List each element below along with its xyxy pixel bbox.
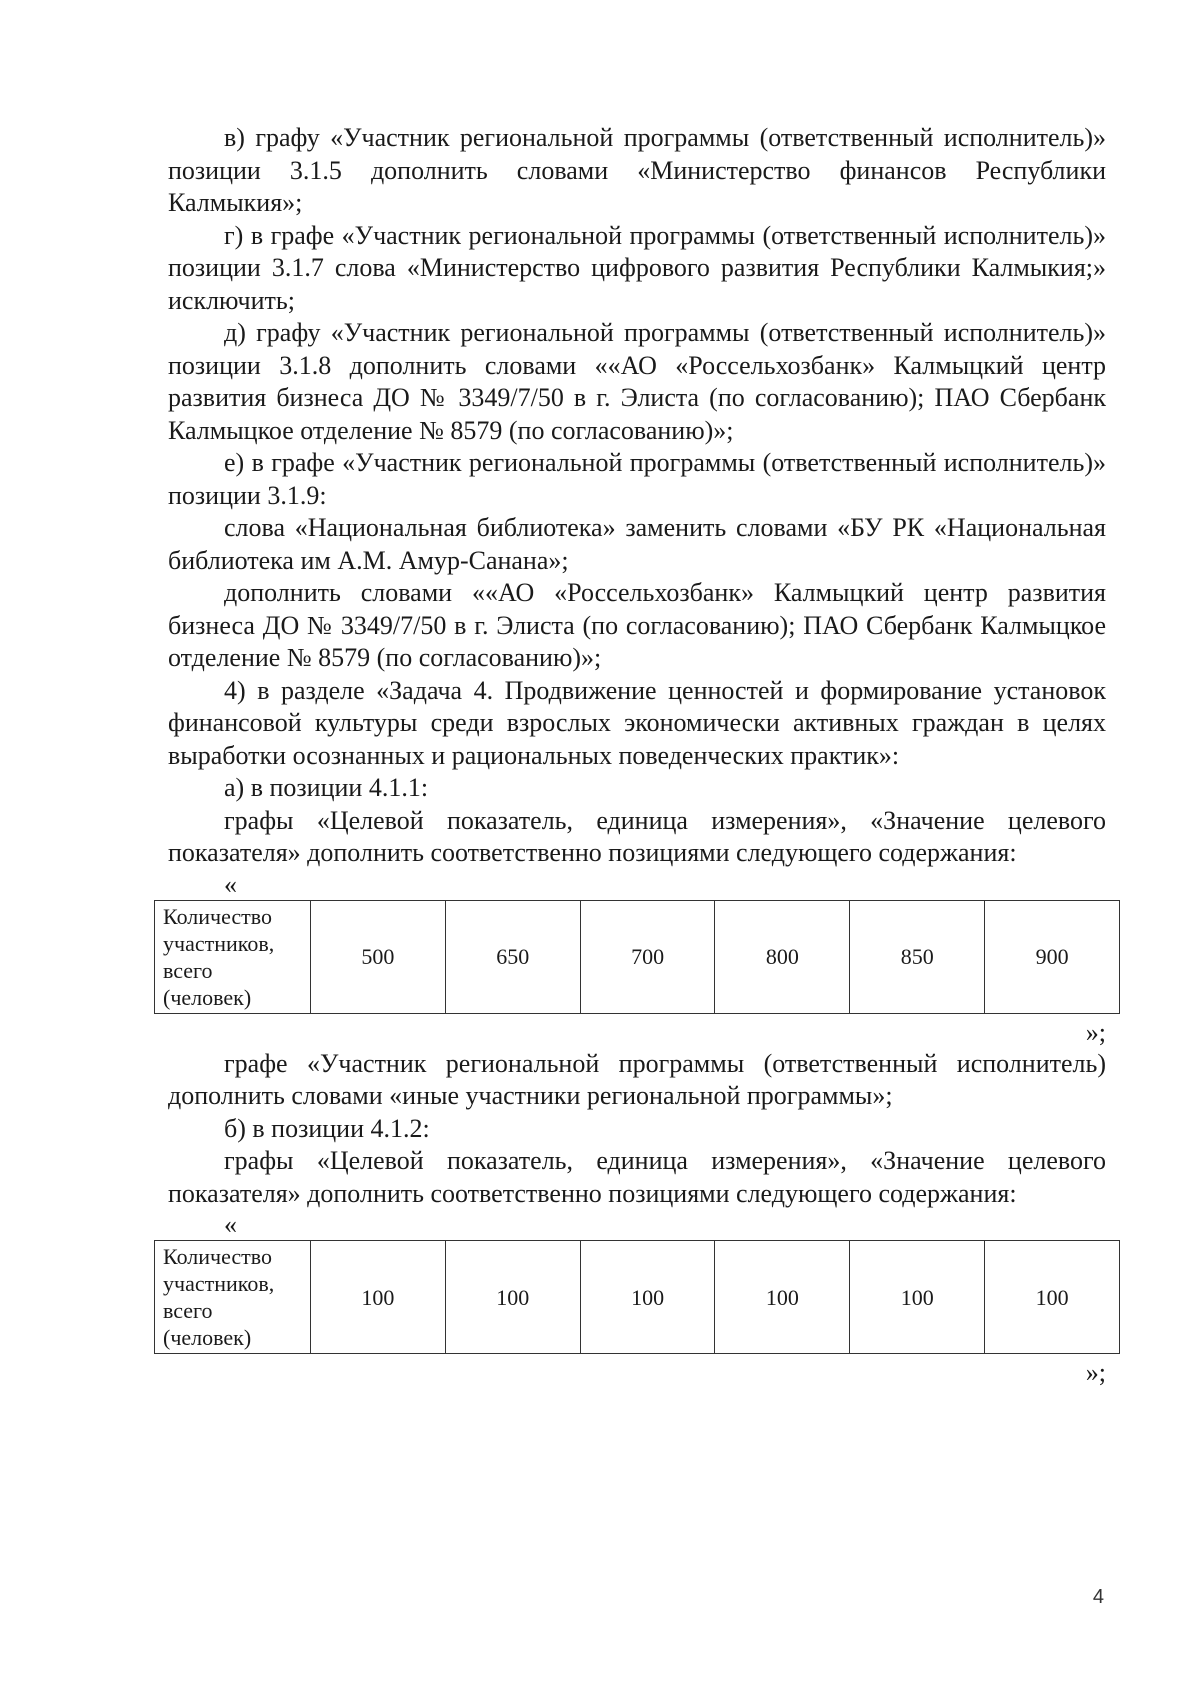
- table-value-cell: 100: [715, 1241, 850, 1354]
- table-value-cell: 800: [715, 900, 850, 1013]
- table-value-cell: 650: [445, 900, 580, 1013]
- table-label-cell: Количество участников, всего (человек): [155, 1241, 311, 1354]
- quote-close-1: »;: [1085, 1017, 1106, 1047]
- paragraph-columns-2: графы «Целевой показатель, единица измерения», «Значение целевого показателя» дополнить соответственно позициями следующего содержания:: [168, 1146, 1106, 1208]
- values-table-2: [154, 1240, 1120, 1354]
- document-body: [163, 122, 1106, 1388]
- paragraph-e: е) в графе «Участник региональной программы (ответственный исполнитель)» позиции 3.1.9:: [168, 448, 1106, 510]
- paragraph-b: б) в позиции 4.1.2:: [224, 1113, 430, 1143]
- table-value-cell: 850: [850, 900, 985, 1013]
- paragraph-v: в) графу «Участник региональной программы (ответственный исполнитель)» позиции 3.1.5 дополнить словами «Министерство финансов Республики Калмыкия»;: [168, 123, 1106, 217]
- paragraph-g: г) в графе «Участник региональной программы (ответственный исполнитель)» позиции 3.1.7 слова «Министерство цифрового развития Республики Калмыкия;» исключить;: [168, 220, 1106, 315]
- paragraph-words-replace: слова «Национальная библиотека» заменить словами «БУ РК «Национальная библиотека им А.М. Амур-Санана»;: [168, 513, 1106, 575]
- table-label-cell: Количество участников, всего (человек): [155, 900, 311, 1013]
- paragraph-a: а) в позиции 4.1.1:: [224, 773, 429, 802]
- table-value-cell: 900: [985, 900, 1120, 1013]
- table-value-cell: 700: [580, 900, 715, 1013]
- table-value-cell: 100: [985, 1241, 1120, 1354]
- table-value-cell: 100: [580, 1241, 715, 1354]
- table-row: [155, 900, 1120, 1013]
- paragraph-participant: графе «Участник региональной программы (ответственный исполнитель) дополнить словами «иные участники региональной программы»;: [168, 1048, 1106, 1110]
- paragraph-columns-1: графы «Целевой показатель, единица измерения», «Значение целевого показателя» дополнить соответственно позициями следующего содержания:: [168, 805, 1106, 867]
- paragraph-d: д) графу «Участник региональной программы (ответственный исполнитель)» позиции 3.1.8 дополнить словами ««АО «Россельхозбанк» Калмыцкий центр развития бизнеса ДО № 3349/7/50 в г. Элиста (по согласованию); ПАО Сбербанк Калмыцкое отделение № 8579 (по согласованию)»;: [168, 318, 1106, 445]
- values-table-1: [154, 900, 1120, 1014]
- table-value-cell: 100: [850, 1241, 985, 1354]
- table-row: [155, 1241, 1120, 1354]
- paragraph-section-4: 4) в разделе «Задача 4. Продвижение ценностей и формирование установок финансовой культуры среди взрослых экономически активных граждан в целях выработки осознанных и рациональных поведенческих практик»:: [168, 675, 1106, 770]
- quote-open-1: «: [224, 869, 237, 899]
- table-value-cell: 100: [445, 1241, 580, 1354]
- quote-close-2: »;: [1085, 1358, 1106, 1387]
- page-number: 4: [1092, 1586, 1104, 1608]
- paragraph-supplement: дополнить словами ««АО «Россельхозбанк» Калмыцкий центр развития бизнеса ДО № 3349/7/50 в г. Элиста (по согласованию); ПАО Сбербанк Калмыцкое отделение № 8579 (по согласованию)»;: [168, 578, 1106, 672]
- quote-open-2: «: [224, 1210, 237, 1239]
- table-value-cell: 100: [311, 1241, 446, 1354]
- table-value-cell: 500: [311, 900, 446, 1013]
